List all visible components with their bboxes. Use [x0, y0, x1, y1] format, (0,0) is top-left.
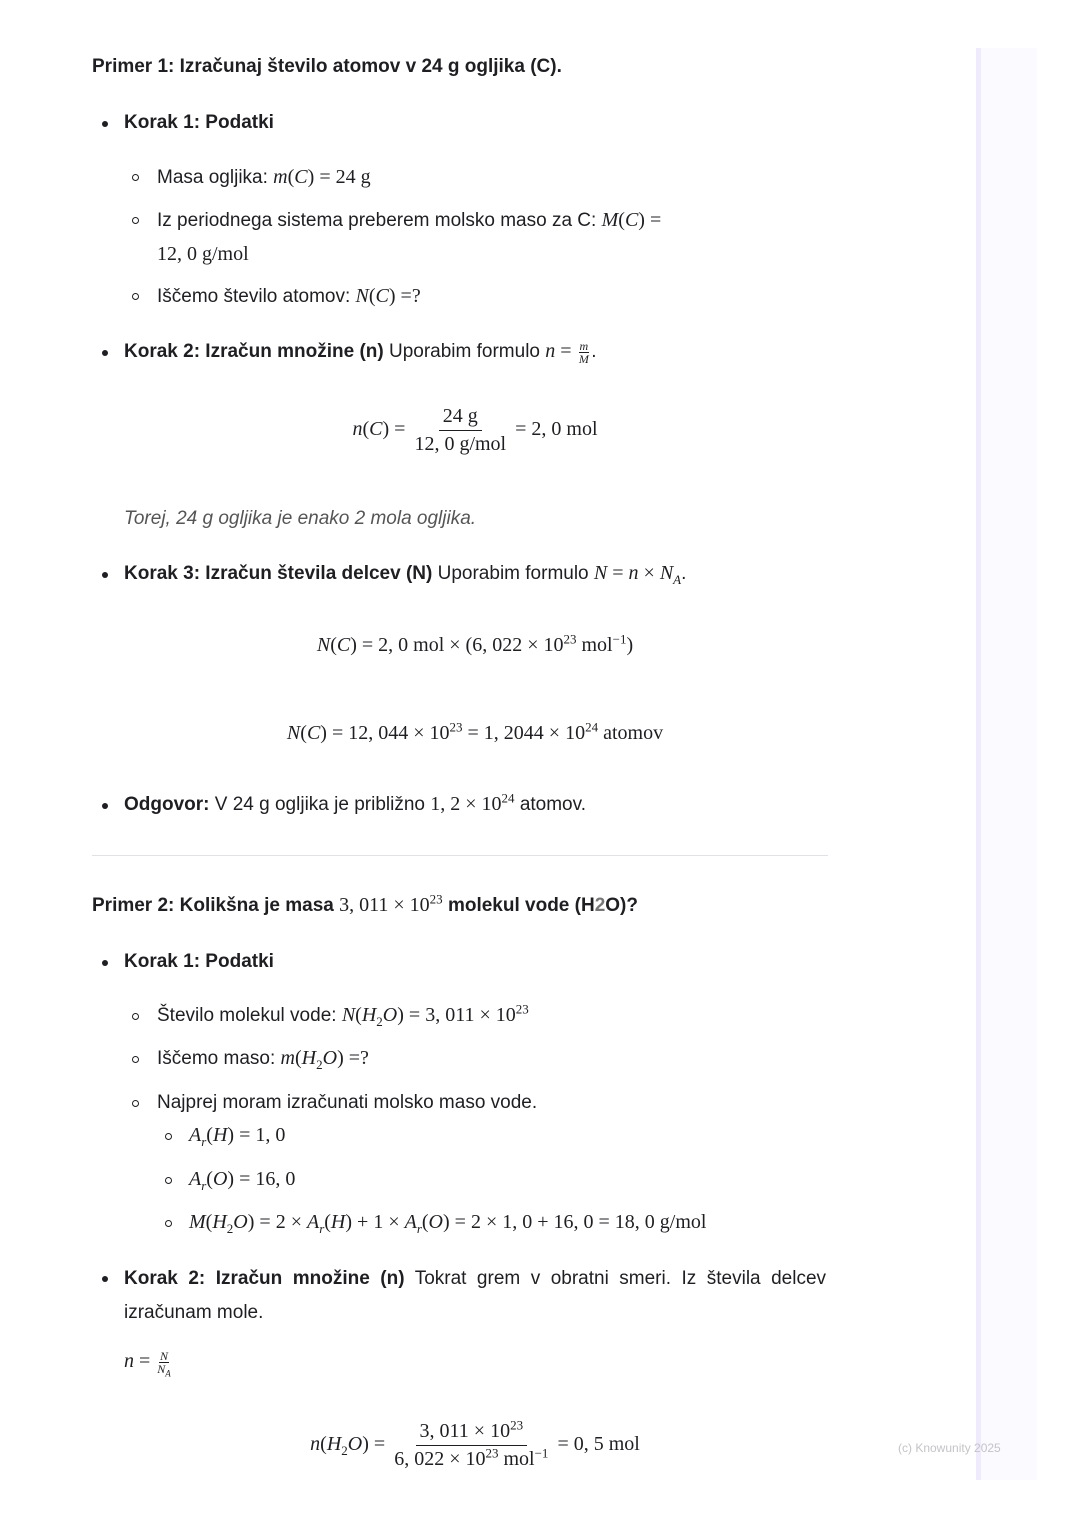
step-3-line: Korak 3: Izračun števila delcev (N) Uporabim formulo $N = n \times N_A$.: [124, 562, 687, 587]
periodic-line: Iz periodnega sistema preberem molsko maso za C: M(C) =: [157, 209, 662, 231]
side-panel: [976, 48, 1037, 1480]
sub-bullet: [132, 1100, 139, 1107]
step-2-text-2: Korak 2: Izračun množine (n) Tokrat grem v obratni smeri. Iz števila delcev izračunam mole.: [124, 1268, 827, 1323]
bullet: [102, 1276, 108, 1282]
sub-sub-bullet: [165, 1177, 172, 1184]
molar-mass-value: 12, 0 g/mol: [157, 243, 249, 265]
step-1-heading-2: Korak 1: Podatki: [124, 951, 274, 972]
molecule-count-line: Število molekul vode: $N(H_2O) = 3$, $011 \times 10^{23}$: [157, 1001, 529, 1029]
note: Torej, 24 g ogljika je enako 2 mola ogljika.: [124, 508, 477, 529]
sub-bullet: [132, 1056, 139, 1063]
step-2-line: Korak 2: Izračun množine (n) Uporabim formulo n = $\frac{m}{M}$ .: [124, 339, 597, 366]
equation-particles: N(C) = 2, 0 mol × (6, $022 \times 10^{23}$ mol$^{-1}$): [316, 631, 634, 656]
ar-hydrogen: $A_r(H) = 1$, 0: [189, 1124, 286, 1149]
bullet: [102, 121, 108, 127]
bullet: [102, 350, 108, 356]
sub-bullet: [132, 293, 139, 300]
step-1-heading: Korak 1: Podatki: [124, 112, 274, 133]
example-2-title: Primer 2: Kolikšna je masa 3, $011 \times 10^{23}$ molekul vode (H2O)?: [92, 891, 638, 916]
sub-bullet: [132, 217, 139, 224]
equation-result: N(C) = 12, $044 \times 10^{23} = 1$, $2044 \times 10^{24}$ atomov: [286, 719, 664, 744]
molar-mass-calc: $M(H_2O) = 2 \times A_r(H) + 1 \times A_r(O) = 2 \times 1$, 0 + 16, 0 = 18, 0 g/mol: [189, 1211, 707, 1236]
molar-mass-intro: Najprej moram izračunati molsko maso vode.: [157, 1092, 538, 1113]
divider: [92, 855, 828, 856]
ar-oxygen: $A_r(O) = 16$, 0: [189, 1168, 296, 1193]
search-mass-line: Iščemo maso: $m(H_2O)$ =?: [157, 1047, 369, 1072]
example-1-title: Primer 1: Izračunaj število atomov v 24 g ogljika (C).: [92, 56, 562, 77]
sub-sub-bullet: [165, 1220, 172, 1227]
answer-line: Odgovor: V 24 g ogljika je približno 1, $2 \times 10^{24}$ atomov.: [124, 790, 586, 815]
footer-copyright: (c) Knowunity 2025: [898, 1441, 1001, 1455]
sub-bullet: [132, 174, 139, 181]
sub-sub-bullet: [165, 1133, 172, 1140]
search-line: Iščemo število atomov: N(C) =?: [157, 285, 421, 307]
formula-n: n = $\frac{N}{N_A}$: [124, 1349, 171, 1379]
bullet: [102, 960, 108, 966]
sub-bullet: [132, 1013, 139, 1020]
equation-water-moles: $n(H_2O)$ = $\frac{3, 011 \times 10^{23}}{6, 022 \times 10^{23} mol^{-1}}$ = 0, 5 mol: [310, 1417, 640, 1470]
bullet: [102, 803, 108, 809]
mass-line: Masa ogljika: m(C) = 24 g: [157, 166, 371, 188]
equation-moles: n(C) = $\frac{24 g}{\text{12, 0 g/mol}}$ = 2, 0 mol: [352, 405, 598, 455]
bullet: [102, 572, 108, 578]
